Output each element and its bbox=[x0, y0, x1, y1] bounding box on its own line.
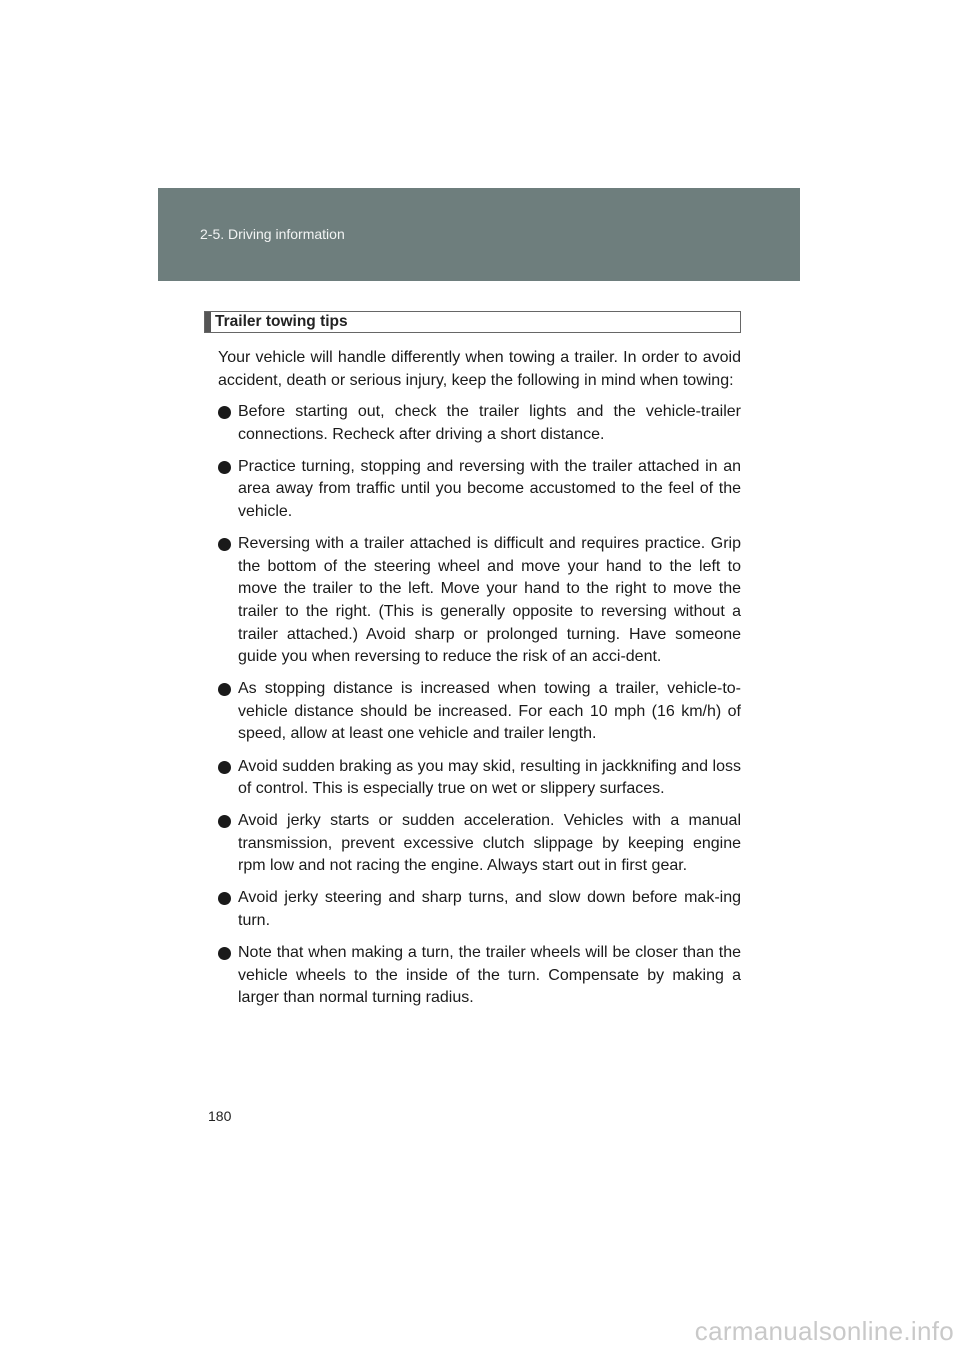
section-heading-text: Trailer towing tips bbox=[215, 313, 348, 330]
section-heading bbox=[204, 311, 741, 333]
list-item-text: Practice turning, stopping and reversing with the trailer attached in an area away from traffic until you become accustomed to the feel of the vehicle. bbox=[238, 457, 741, 521]
watermark: carmanualsonline.info bbox=[694, 1316, 954, 1346]
bullet-icon bbox=[218, 406, 231, 419]
list-item bbox=[204, 810, 741, 878]
header-band bbox=[158, 188, 800, 281]
tips-list bbox=[204, 401, 741, 1010]
bullet-icon bbox=[218, 947, 231, 960]
list-item-text: As stopping distance is increased when towing a trailer, vehicle-to-vehicle distance should be increased. For each 10 mph (16 km/h) of speed, allow at least one vehicle and trailer length. bbox=[238, 680, 741, 743]
bullet-icon bbox=[218, 815, 231, 828]
list-item-text: Before starting out, check the trailer lights and the vehicle-trailer connections. Recheck after driving a short distance. bbox=[238, 403, 741, 443]
list-item-text: Reversing with a trailer attached is difficult and requires practice. Grip the bottom of the steering wheel and move your hand to the left to move the trailer to the left. Move your hand to the right to move the trailer to the right. (This is generally opposite to reversing without a trailer attached.) Avoid sharp or prolonged turning. Have someone guide you when reversing to reduce the risk of an acci-dent. bbox=[238, 535, 741, 666]
main-content bbox=[204, 311, 741, 1019]
intro-paragraph: Your vehicle will handle differently when towing a trailer. In order to avoid accident, death or serious injury, keep the following in mind when towing: bbox=[218, 349, 741, 389]
list-item bbox=[204, 942, 741, 1010]
list-item bbox=[204, 401, 741, 446]
list-item bbox=[204, 887, 741, 932]
page-number: 180 bbox=[208, 1108, 232, 1124]
list-item bbox=[204, 533, 741, 669]
section-breadcrumb: 2-5. Driving information bbox=[200, 226, 345, 242]
bullet-icon bbox=[218, 461, 231, 474]
list-item-text: Avoid jerky starts or sudden acceleration. Vehicles with a manual transmission, prevent excessive clutch slippage by keeping engine rpm low and not racing the engine. Always start out in first gear. bbox=[238, 812, 741, 875]
bullet-icon bbox=[218, 538, 231, 551]
list-item-text: Note that when making a turn, the trailer wheels will be closer than the vehicle wheels to the inside of the turn. Compensate by making a larger than normal turning radius. bbox=[238, 944, 741, 1007]
list-item bbox=[204, 456, 741, 524]
bullet-icon bbox=[218, 683, 231, 696]
list-item bbox=[204, 756, 741, 801]
list-item-text: Avoid jerky steering and sharp turns, and slow down before mak-ing turn. bbox=[238, 889, 741, 930]
bullet-icon bbox=[218, 761, 231, 774]
list-item bbox=[204, 678, 741, 746]
bullet-icon bbox=[218, 892, 231, 905]
list-item-text: Avoid sudden braking as you may skid, resulting in jackknifing and loss of control. This is especially true on wet or slippery surfaces. bbox=[238, 757, 741, 798]
